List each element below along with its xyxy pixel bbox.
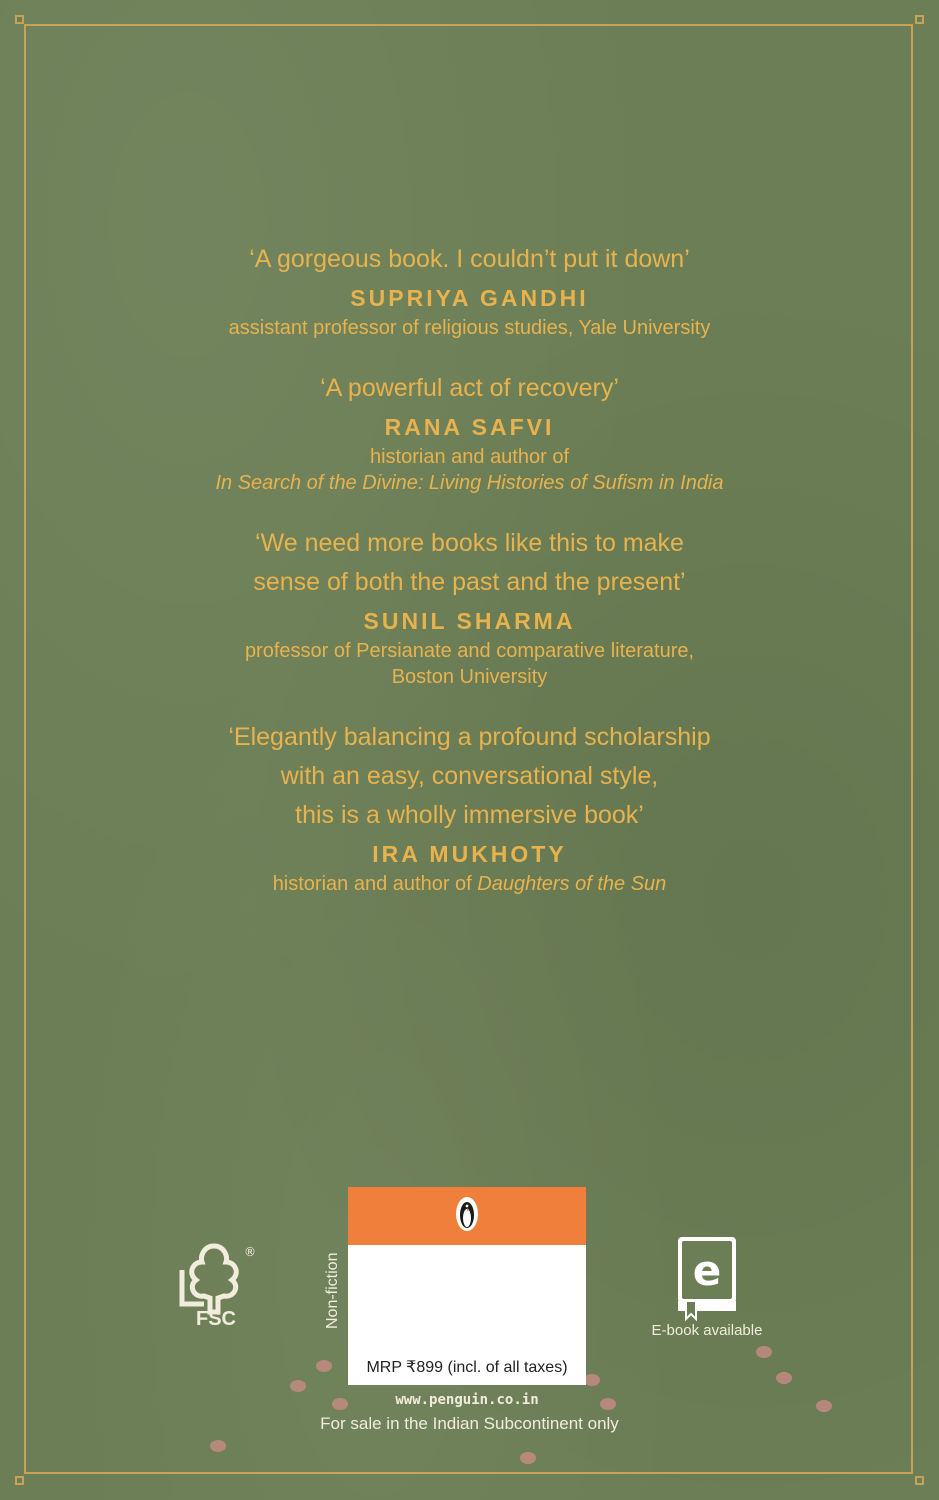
blurb-author-name: SUPRIYA GANDHI [350,285,589,311]
blurb-book-title: In Search of the Divine: Living Histories of Sufism in India [215,472,724,494]
blurb-author-name: RANA SAFVI [384,414,555,440]
blurb-quote: sense of both the past and the present’ [253,568,686,596]
role-prefix: historian and author of [272,873,478,895]
blurb-quote: ‘A gorgeous book. I couldn’t put it down’ [249,245,690,273]
blurb-author-role: Boston University [391,666,548,688]
blurb-author-role [0,871,939,897]
blurb-quote: with an easy, conversational style, [280,762,659,790]
blurb-author-name: IRA MUKHOTY [372,841,567,867]
blurb-author-role: historian and author of [369,446,570,468]
blurb-book-title: Daughters of the Sun [477,873,667,895]
blurb-quote: this is a wholly immersive book’ [295,801,644,829]
fsc-label: FSC [196,1308,236,1330]
ebook-label: E-book available [651,1322,763,1339]
ebook-letter: e [692,1246,722,1295]
blurb-author-name: SUNIL SHARMA [363,608,576,634]
blurb [0,369,939,496]
frame-corner [915,15,924,24]
price-label [348,1187,586,1385]
ebook-icon [676,1235,738,1319]
blurb-quote: ‘A powerful act of recovery’ [320,374,619,402]
blurbs-section [0,240,939,925]
category-label [322,1245,342,1329]
frame-corner [15,1476,24,1485]
price-label-header [348,1187,586,1245]
frame-corner [915,1476,924,1485]
frame-corner [15,15,24,24]
blurb [0,524,939,690]
price-text: MRP ₹899 (incl. of all taxes) [366,1359,568,1376]
publisher-website: www.penguin.co.in [395,1392,539,1408]
penguin-logo-icon [456,1197,478,1231]
blurb-author-role: professor of Persianate and comparative literature, [244,640,695,662]
fsc-registered-mark: ® [244,1245,256,1259]
blurb-author-role: assistant professor of religious studies, Yale University [228,317,711,339]
category-text: Non-fiction [324,1252,341,1329]
blurb-quote: ‘We need more books like this to make [255,529,684,557]
blurb [0,240,939,341]
blurb-quote: ‘Elegantly balancing a profound scholarship [228,723,711,751]
sale-region-text: For sale in the Indian Subcontinent only [320,1414,619,1433]
blurb [0,718,939,897]
